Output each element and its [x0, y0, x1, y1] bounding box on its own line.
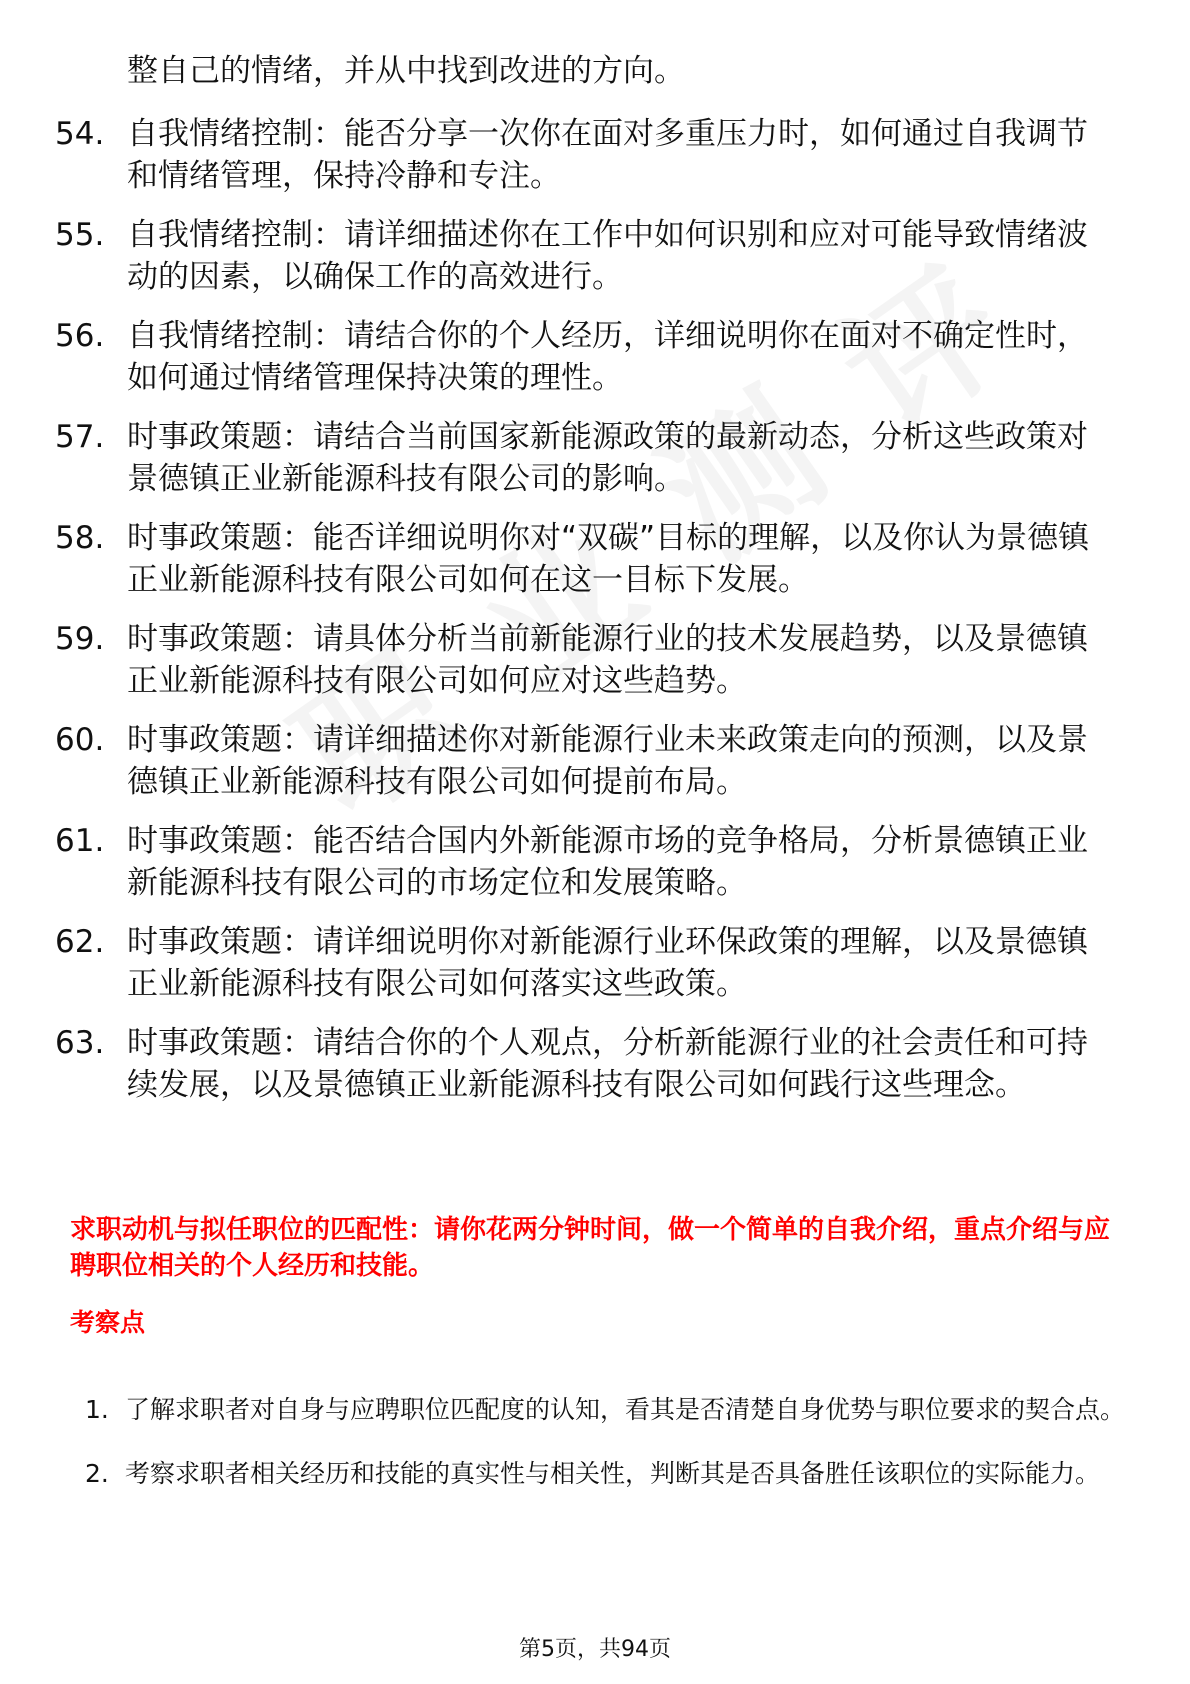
question-number: 59. [55, 621, 105, 657]
question-number: 57. [55, 419, 105, 455]
question-text: 时事政策题：请详细描述你对新能源行业未来政策走向的预测，以及景德镇正业新能源科技有限公司如何提前布局。 [127, 722, 1088, 800]
question-item [55, 618, 1115, 702]
question-text: 时事政策题：能否详细说明你对“双碳”目标的理解，以及你认为景德镇正业新能源科技有限公司如何在这一目标下发展。 [127, 520, 1090, 598]
point-number: 2. [85, 1459, 109, 1488]
question-number: 55. [55, 217, 105, 253]
question-item [55, 517, 1115, 601]
question-text: 自我情绪控制：请详细描述你在工作中如何识别和应对可能导致情绪波动的因素，以确保工作的高效进行。 [127, 217, 1088, 295]
point-text: 了解求职者对自身与应聘职位匹配度的认知，看其是否清楚自身优势与职位要求的契合点。 [125, 1395, 1126, 1424]
points-heading: 考察点 [70, 1308, 146, 1337]
question-item [55, 921, 1115, 1005]
question-number: 61. [55, 823, 105, 859]
question-text: 时事政策题：能否结合国内外新能源市场的竞争格局，分析景德镇正业新能源科技有限公司的市场定位和发展策略。 [127, 823, 1088, 901]
question-item [55, 214, 1115, 298]
points-list [85, 1382, 1125, 1510]
question-number: 54. [55, 116, 105, 152]
question-text: 自我情绪控制：能否分享一次你在面对多重压力时，如何通过自我调节和情绪管理，保持冷静和专注。 [127, 116, 1088, 194]
question-text: 自我情绪控制：请结合你的个人经历，详细说明你在面对不确定性时，如何通过情绪管理保持决策的理性。 [127, 318, 1088, 396]
question-text: 时事政策题：请结合当前国家新能源政策的最新动态，分析这些政策对景德镇正业新能源科技有限公司的影响。 [127, 419, 1088, 497]
question-item [55, 1022, 1115, 1106]
question-item [55, 315, 1115, 399]
section-title: 求职动机与拟任职位的匹配性：请你花两分钟时间，做一个简单的自我介绍，重点介绍与应聘职位相关的个人经历和技能。 [70, 1215, 1111, 1281]
question-item [55, 820, 1115, 904]
point-item [85, 1382, 1125, 1437]
question-list [55, 113, 1115, 1123]
question-number: 56. [55, 318, 105, 354]
question-text: 时事政策题：请结合你的个人观点，分析新能源行业的社会责任和可持续发展，以及景德镇正业新能源科技有限公司如何践行这些理念。 [127, 1025, 1088, 1103]
question-number: 62. [55, 924, 105, 960]
question-number: 58. [55, 520, 105, 556]
question-item [55, 719, 1115, 803]
question-text: 时事政策题：请具体分析当前新能源行业的技术发展趋势，以及景德镇正业新能源科技有限公司如何应对这些趋势。 [127, 621, 1088, 699]
question-item [55, 113, 1115, 197]
point-number: 1. [85, 1395, 109, 1424]
page-footer: 第5页，共94页 [519, 1637, 671, 1662]
question-number: 63. [55, 1025, 105, 1061]
continuation-text: 整自己的情绪，并从中找到改进的方向。 [127, 53, 685, 89]
point-item [85, 1446, 1125, 1501]
question-number: 60. [55, 722, 105, 758]
question-item [55, 416, 1115, 500]
question-text: 时事政策题：请详细说明你对新能源行业环保政策的理解，以及景德镇正业新能源科技有限公司如何落实这些政策。 [127, 924, 1088, 1002]
point-text: 考察求职者相关经历和技能的真实性与相关性，判断其是否具备胜任该职位的实际能力。 [125, 1459, 1101, 1488]
